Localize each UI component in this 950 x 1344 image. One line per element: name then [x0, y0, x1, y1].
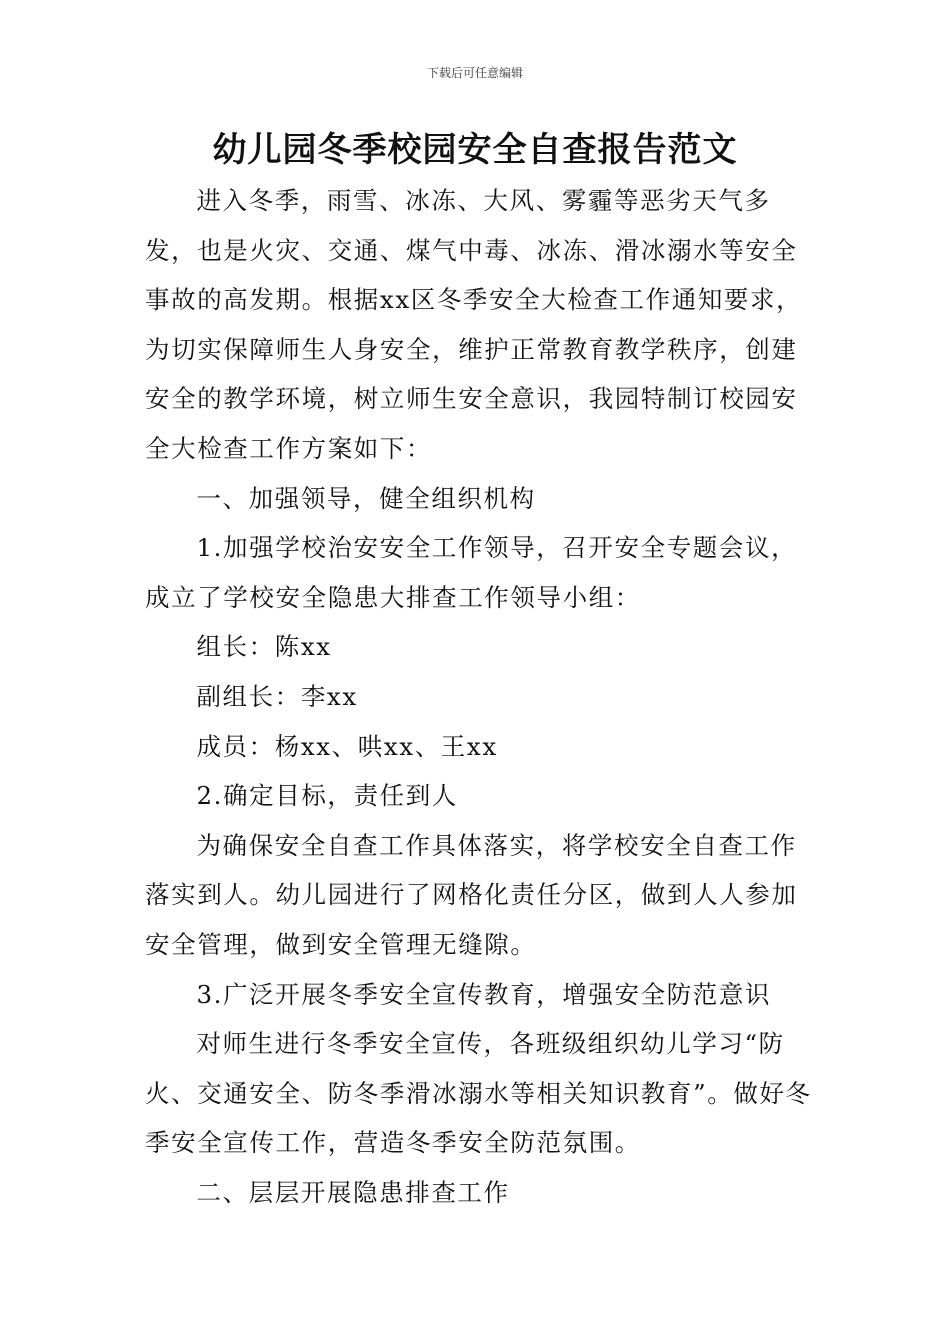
heading-section-1: 一、加强领导，健全组织机构 — [196, 483, 536, 513]
paragraph-publicity: 对师生进行冬季安全宣传，各班级组织幼儿学习“防火、交通安全、防冬季滑冰溺水等相关知识教育”。做好冬季安全宣传工作，营造冬季安全防范氛围。 — [145, 1029, 812, 1158]
document-title: 幼儿园冬季校园安全自查报告范文 — [212, 130, 738, 170]
deputy-leader-line: 副组长：李xx — [196, 681, 358, 711]
members-line: 成员：杨xx、哄xx、王xx — [196, 731, 498, 761]
paragraph-item-1: 1.加强学校治安安全工作领导，召开安全专题会议，成立了学校安全隐患大排查工作领导小组： — [145, 533, 798, 612]
paragraph-intro: 进入冬季，雨雪、冰冻、大风、雾霾等恶劣天气多发，也是火灾、交通、煤气中毒、冰冻、滑冰溺水等安全事故的高发期。根据xx区冬季安全大检查工作通知要求，为切实保障师生人身安全，维护正常教育教学秩序，创建安全的教学环境，树立师生安全意识，我园特制订校园安全大检查工作方案如下： — [145, 186, 803, 463]
paragraph-responsibility: 为确保安全自查工作具体落实，将学校安全自查工作落实到人。幼儿园进行了网格化责任分区，做到人人参加安全管理，做到安全管理无缝隙。 — [145, 830, 798, 959]
leader-line: 组长：陈xx — [196, 632, 332, 662]
heading-section-2: 二、层层开展隐患排查工作 — [196, 1177, 510, 1207]
header-note: 下载后可任意编辑 — [426, 66, 523, 80]
paragraph-item-2: 2.确定目标，责任到人 — [196, 781, 458, 811]
document-body — [145, 176, 817, 1217]
paragraph-item-3: 3.广泛开展冬季安全宣传教育，增强安全防范意识 — [196, 979, 772, 1009]
